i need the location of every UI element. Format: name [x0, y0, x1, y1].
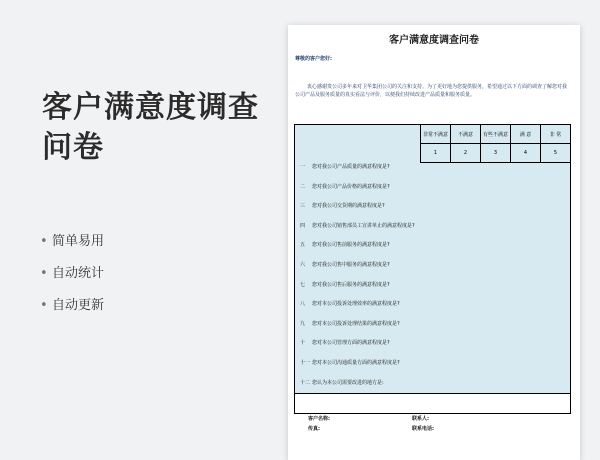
- rating-label: 非 常: [540, 125, 570, 144]
- question-text: 您对我公司售后服务的满意程度是?: [312, 281, 390, 288]
- question-row: [300, 183, 415, 203]
- question-text: 您对我公司产品价格的满意程度是?: [312, 183, 390, 190]
- question-row: [300, 359, 415, 379]
- question-row: [300, 202, 415, 222]
- customer-name-label: 客户名称:: [308, 415, 330, 422]
- question-row: [300, 339, 415, 359]
- question-row: [300, 281, 415, 301]
- rating-score: 1: [420, 144, 450, 163]
- question-text: 您对本公司投诉处理结果的满意程度是?: [312, 320, 400, 327]
- question-number: 六: [300, 261, 306, 268]
- fax-label: 传真:: [308, 425, 320, 432]
- contact-footer: [294, 413, 571, 433]
- contact-label: 联系人:: [412, 415, 429, 422]
- intro-paragraph: 衷心感谢贵公司多年来对卫华集团公司的关注和支持。为了更好地为您提供服务，希望通过以下方面的调查了解您对我公司产品及服务质量的真实看法与评价，以便我们持续改进产品质量和服务质量。: [295, 84, 568, 98]
- feature-label: 自动更新: [52, 298, 105, 313]
- survey-table: [294, 124, 571, 394]
- phone-label: 联系电话:: [412, 425, 434, 432]
- question-row: [300, 300, 415, 320]
- salutation: 尊敬的客户您好:: [295, 56, 333, 62]
- question-row: [300, 163, 415, 183]
- question-number: 十一: [300, 359, 311, 366]
- question-number: 一: [300, 164, 306, 170]
- question-number: 五: [300, 242, 306, 249]
- question-text: 您对我公司交货期的满意程度是?: [312, 203, 385, 210]
- page-headline: 客户满意度调查问卷: [42, 90, 259, 165]
- question-number: 九: [300, 320, 306, 327]
- question-number: 二: [300, 183, 306, 190]
- rating-label: 不满意: [450, 125, 480, 144]
- question-number: 八: [300, 301, 306, 308]
- question-number: 四: [300, 222, 306, 229]
- rating-score: 3: [480, 144, 510, 163]
- bullet-icon: •: [40, 298, 48, 313]
- rating-header: [420, 125, 570, 163]
- feature-label: 自动统计: [52, 266, 105, 281]
- rating-score: 2: [450, 144, 480, 163]
- question-text: 您对我公司售中服务的满意程度是?: [312, 261, 390, 268]
- feature-list: [40, 228, 104, 324]
- rating-label: 有些不满意: [480, 125, 510, 144]
- question-list: [300, 163, 415, 398]
- question-number: 三: [300, 203, 306, 210]
- question-text: 您对本公司管理方面的满意程度是?: [312, 340, 390, 347]
- question-row: [300, 261, 415, 281]
- question-number: 十: [300, 340, 306, 347]
- feature-item: [40, 228, 104, 260]
- feature-item: [40, 260, 104, 292]
- comment-box: [294, 394, 571, 414]
- question-row: [300, 222, 415, 242]
- document-preview: [288, 25, 580, 460]
- question-text: 您对我公司售前服务的满意程度是?: [312, 242, 390, 249]
- bullet-icon: •: [40, 266, 48, 281]
- question-text: 您对我公司产品质量的满意程度是?: [312, 164, 390, 170]
- question-number: 十二: [300, 379, 311, 386]
- question-row: [300, 241, 415, 261]
- question-number: 七: [300, 281, 306, 288]
- question-text: 您认为本公司需要改进的地方是:: [312, 379, 384, 386]
- question-row: [300, 320, 415, 340]
- rating-score: 4: [510, 144, 540, 163]
- bullet-icon: •: [40, 234, 48, 249]
- feature-label: 简单易用: [52, 234, 105, 249]
- question-text: 您对本公司沟通质量方面的满意程度是?: [312, 359, 400, 366]
- document-title: 客户满意度调查问卷: [389, 35, 479, 46]
- rating-label: 非常不满意: [420, 125, 450, 144]
- rating-label: 满 意: [510, 125, 540, 144]
- feature-item: [40, 292, 104, 324]
- rating-score: 5: [540, 144, 570, 163]
- question-text: 您对本公司投诉处理效率的满意程度是?: [312, 301, 400, 308]
- question-text: 您对我公司销售部员工宣讲单止的满意程度是?: [312, 222, 415, 229]
